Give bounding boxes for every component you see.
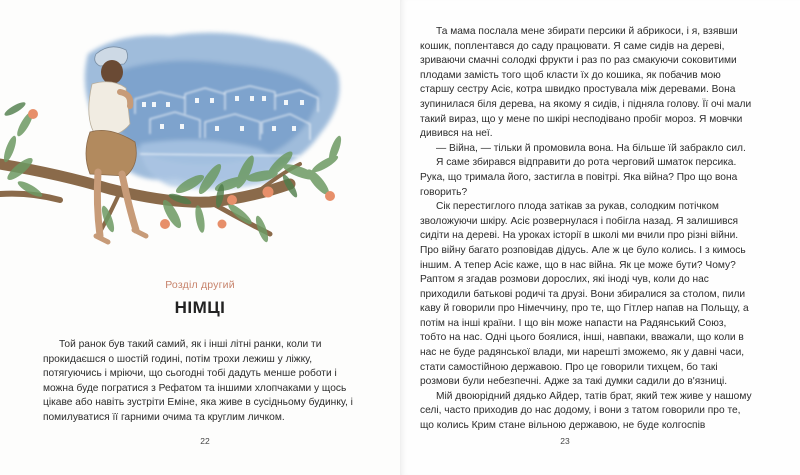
paragraph: Той ранок був такий самий, як і інші літні ранки, коли ти прокидаєшся о шостій годині, потім трохи лежиш у ліжку, потягуючись і мріючи, що сьогодні тобі дадуть менше роботи і можна буде погратися з Рефатом та іншими хлопчаками у щось цікаве або навіть зустріти Еміне, яка живе в сусідньому будинку, і помилуватися її гарними очима та круглим личком. xyxy=(43,339,353,423)
page-number-right: 23 xyxy=(560,436,570,446)
page-number-left: 22 xyxy=(200,436,210,446)
paragraph: — Війна, — тільки й промовила вона. На більше їй забракло сил. xyxy=(436,142,746,154)
right-page-text xyxy=(420,25,752,434)
boy-on-peach-tree-illustration xyxy=(0,14,360,259)
left-page-text xyxy=(43,338,365,426)
chapter-title: НІМЦІ xyxy=(174,298,226,317)
paragraph: Та мама послала мене збирати персики й абрикоси, і я, взявши кошик, поплентався до саду працювати. Я саме сидів на дереві, зриваючи смачні солодкі фрукти і раз по раз смакуючи соковитими плодами замість того щоб класти їх до кошика, як побачив мою старшу сестру Асіє, котра швидко простувала між деревами. Вона зупинилася біля дерева, на якому я сидів, і підняла голову. Її очі мали такий вираз, що у мене по шкірі несподівано пробіг мороз. Я мовчки дивився на неї. xyxy=(420,26,752,140)
chapter-label: Розділ другий xyxy=(165,279,235,291)
paragraph: Мій двоюрідний дядько Айдер, татів брат, який теж живе у нашому селі, часто приходив до нас додому, і вони з татом говорили про те, що колись Крим стане вільною державою, не буде колгоспів xyxy=(420,390,752,432)
paragraph: Я саме збирався відправити до рота черговий шматок персика. Рука, що тримала його, застигла в повітрі. Яка війна? Про що вона говорить? xyxy=(420,157,738,198)
right-page xyxy=(400,0,800,475)
paragraph: Сік перестиглого плода затікав за рукав, солодким потічком зволожуючи шкіру. Асіє розвернулася і побігла назад. Я залишився сидіти на дереві. На уроках історії в школі ми вчили про різні війни. Про війну багато розповідав дідусь. Але ж це було колись. І з кимось іншим. А тепер Асіє каже, що в нас війна. Як це може бути? Чому? Раптом я згадав розмови дорослих, які іноді чув, коли до нас приходили батькові родичі та друзі. Вони збиралися за столом, пили каву й говорили про Німеччину, про те, що Гітлер напав на Польщу, а потім на інші країни. І що він може напасти на Радянський Союз, тобто на нас. Одні цього боялися, інші, навпаки, вважали, що коли в нас не буде радянської влади, ми нарешті зможемо, як у давні часи, стати самостійною державою. Про це говорили тихцем, бо такі розмови були небезпечні. Адже за такі думки садили до в'язниці. xyxy=(420,201,749,388)
